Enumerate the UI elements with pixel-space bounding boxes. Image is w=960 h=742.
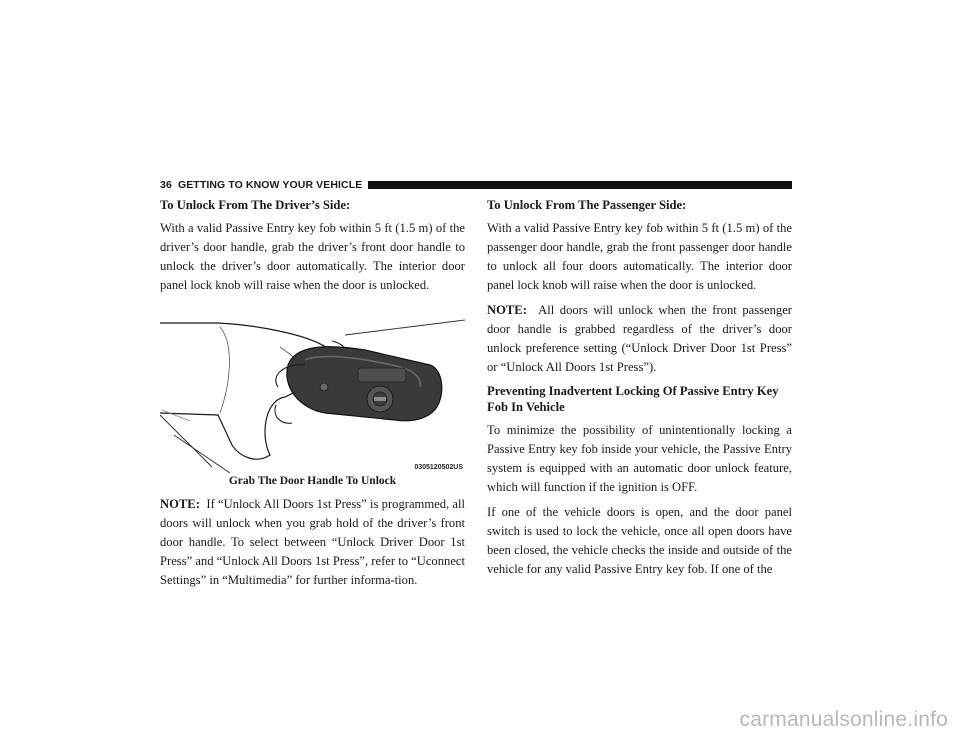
passenger-side-heading: To Unlock From The Passenger Side: bbox=[487, 198, 687, 212]
prevent-locking-heading: Preventing Inadvertent Locking Of Passive Entry Key Fob In Vehicle bbox=[487, 384, 779, 414]
driver-side-heading: To Unlock From The Driver’s Side: bbox=[160, 198, 351, 212]
note-text: All doors will unlock when the front passenger door handle is grabbed regardless of the driver’s door unlock preference setting (“Unlock Driver Door 1st Press” or “Unlock All Doors 1st Press”). bbox=[487, 303, 793, 374]
header-rule bbox=[368, 181, 792, 189]
driver-side-paragraph: With a valid Passive Entry key fob within 5 ft (1.5 m) of the driver’s door handle, grab the driver’s front door handle to unlock the driver’s door automatically. The interior door panel lock knob will raise when the door is unlocked. bbox=[160, 221, 465, 292]
figure-code: 0305120502US bbox=[414, 464, 463, 471]
prevent-locking-paragraph: To minimize the possibility of unintentionally locking a Passive Entry key fob inside your vehicle, the Passive Entry system is equipped with an automatic door unlock feature, which will function if the ignition is OFF. bbox=[487, 423, 792, 494]
door-open-paragraph: If one of the vehicle doors is open, and the door panel switch is used to lock the vehicle, once all open doors have been closed, the vehicle checks the inside and outside of the vehicle for any valid Passive Entry key fob. If one of the bbox=[487, 505, 792, 576]
note-label: NOTE: bbox=[160, 497, 200, 511]
door-handle-figure bbox=[160, 305, 465, 473]
section-title: GETTING TO KNOW YOUR VEHICLE bbox=[177, 179, 363, 191]
note-label: NOTE: bbox=[487, 303, 527, 317]
note-text: If “Unlock All Doors 1st Press” is programmed, all doors will unlock when you grab hold of the driver’s front door handle. To select between “Unlock Driver Door 1st Press” and “Unlock All Doors 1st Press”, refer to “Uconnect Settings” in “Multimedia” for further informa-tion. bbox=[160, 497, 466, 587]
page-header bbox=[160, 178, 792, 192]
driver-side-note bbox=[160, 495, 465, 590]
page-number: 36 bbox=[160, 179, 172, 191]
figure-caption: Grab The Door Handle To Unlock bbox=[228, 475, 397, 487]
passenger-side-paragraph: With a valid Passive Entry key fob within 5 ft (1.5 m) of the passenger door handle, grab the front passenger door handle to unlock all four doors automatically. The interior door panel lock knob will raise when the door is unlocked. bbox=[487, 221, 792, 292]
right-column bbox=[487, 197, 792, 585]
hand-grabbing-door-handle-illustration-icon bbox=[160, 305, 465, 473]
watermark: carmanualsonline.info bbox=[739, 708, 948, 731]
passenger-side-note bbox=[487, 301, 792, 377]
left-column bbox=[160, 197, 465, 596]
page-header-text bbox=[160, 179, 362, 191]
